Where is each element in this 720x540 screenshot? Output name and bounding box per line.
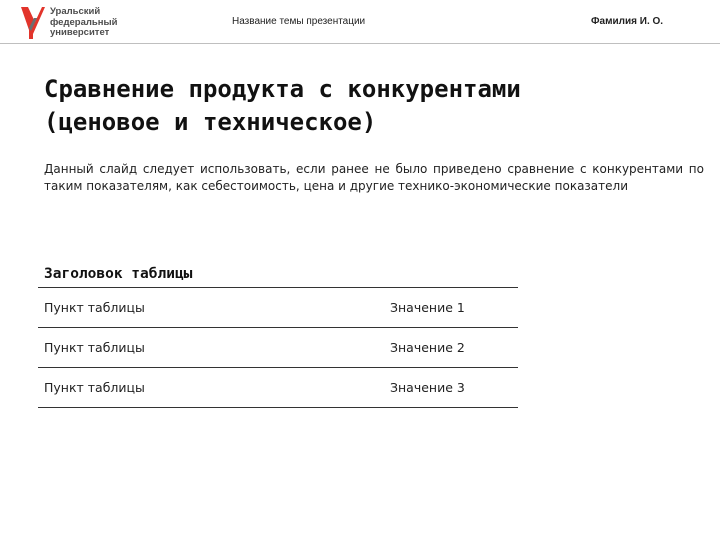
table-row [38,288,518,328]
table-row-value: Значение 2 [390,340,465,355]
ural-university-logo-icon [20,6,46,40]
table-row-value: Значение 3 [390,380,465,395]
author-name: Фамилия И. О. [591,16,664,27]
table-row-item: Пункт таблицы [44,380,145,395]
slide-title-line: Сравнение продукта с конкурентами [44,75,521,103]
table-row-value: Значение 1 [390,300,465,315]
table-row-item: Пункт таблицы [44,300,145,315]
table-heading: Заголовок таблицы [38,261,518,288]
table-row-item: Пункт таблицы [44,340,145,355]
slide-title-line: (ценовое и техническое) [44,108,377,136]
slide-description: Данный слайд следует использовать, если ранее не было приведено сравнение с конкурентами по таким показателям, как себестоимость, цена и другие технико-экономические показатели [44,162,704,193]
logo-line: университет [50,27,110,38]
comparison-table [38,261,518,408]
logo-line: федеральный [50,16,118,28]
slide-title [44,73,704,139]
logo-line: Уральский [50,6,101,17]
presentation-title: Название темы презентации [232,16,366,27]
table-row [38,368,518,408]
header-divider [0,43,720,44]
table-row [38,328,518,368]
logo-wordmark [50,7,160,39]
